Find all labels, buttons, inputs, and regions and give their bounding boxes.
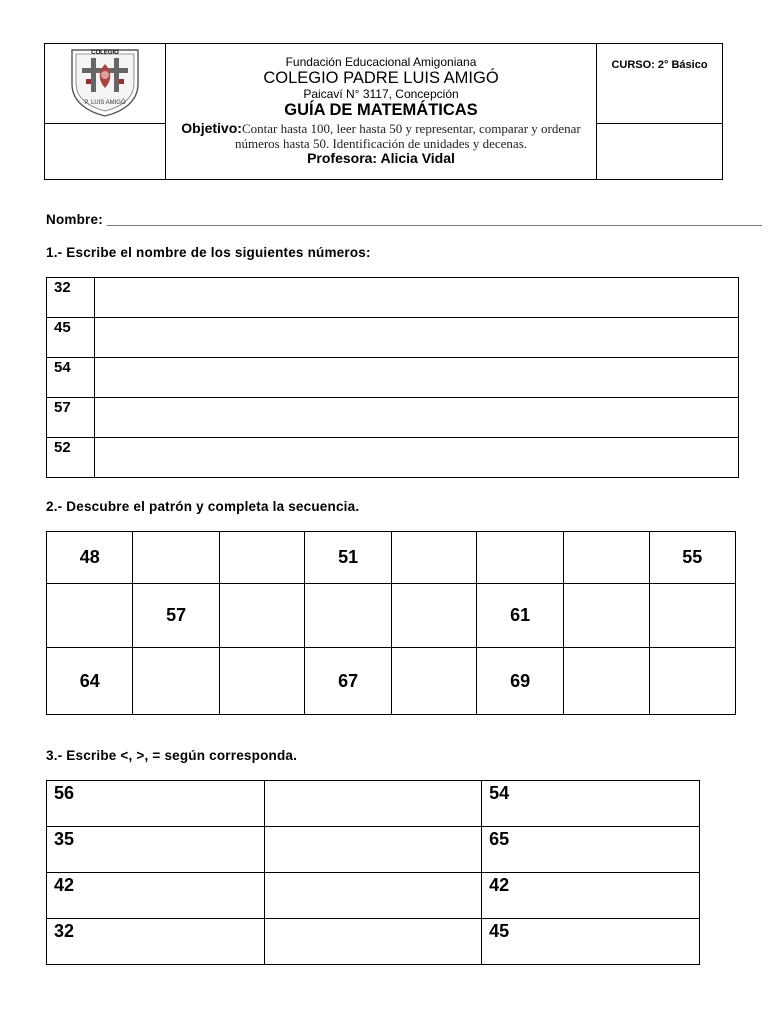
teacher-name: Profesora: Alicia Vidal [307,150,455,167]
course-blank-cell [597,124,723,180]
sequence-blank-cell[interactable] [219,648,305,715]
school-address: Paicaví N° 3117, Concepción [303,86,459,101]
sequence-number: 64 [47,648,133,715]
compare-left-number: 42 [47,873,265,919]
sequence-row [47,532,736,584]
compare-right-number: 45 [482,919,700,965]
header-center [166,44,597,180]
sequence-blank-cell[interactable] [563,648,649,715]
exercise1-row [47,318,739,358]
sequence-number: 55 [649,532,736,584]
header-table [44,43,723,180]
exercise3-table [46,780,700,965]
logo-top-text: COLEGIO [91,50,119,56]
foundation-name: Fundación Educacional Amigoniana [285,54,477,69]
compare-sign-cell[interactable] [264,781,481,827]
compare-sign-cell[interactable] [264,919,481,965]
objective-label: Objetivo: [181,119,242,136]
sequence-number: 67 [305,648,391,715]
logo-cell [45,44,166,124]
sequence-blank-cell[interactable] [47,584,133,648]
exercise1-number: 57 [47,398,95,438]
exercise1-answer-cell[interactable] [95,358,739,398]
sequence-blank-cell[interactable] [391,532,477,584]
exercise1-answer-cell[interactable] [95,398,739,438]
exercise3-title: 3.- Escribe <, >, = según corresponda. [46,748,298,763]
exercise1-answer-cell[interactable] [95,318,739,358]
sequence-blank-cell[interactable] [477,532,563,584]
compare-row [47,919,700,965]
sequence-number: 51 [305,532,391,584]
objective-text: Contar hasta 100, leer hasta 50 y representar, comparar y ordenar números hasta 50. Identificación de unidades y decenas. [234,120,581,152]
sequence-blank-cell[interactable] [649,584,736,648]
sequence-blank-cell[interactable] [133,532,219,584]
compare-left-number: 35 [47,827,265,873]
sequence-blank-cell[interactable] [219,584,305,648]
guide-title: GUÍA DE MATEMÁTICAS [284,101,478,120]
sequence-blank-cell[interactable] [649,648,736,715]
compare-row [47,873,700,919]
compare-row [47,781,700,827]
sequence-row [47,648,736,715]
exercise2-table [46,531,736,715]
name-line[interactable]: Nombre: _____________________________________________________________________________________ [46,212,763,227]
compare-sign-cell[interactable] [264,827,481,873]
sequence-blank-cell[interactable] [219,532,305,584]
sequence-number: 48 [47,532,133,584]
compare-row [47,827,700,873]
sequence-blank-cell[interactable] [391,648,477,715]
exercise1-table [46,277,739,478]
sequence-blank-cell[interactable] [391,584,477,648]
compare-sign-cell[interactable] [264,873,481,919]
compare-left-number: 32 [47,919,265,965]
compare-right-number: 65 [482,827,700,873]
sequence-blank-cell[interactable] [133,648,219,715]
course-cell [597,44,723,124]
exercise1-number: 45 [47,318,95,358]
exercise1-number: 52 [47,438,95,478]
sequence-number: 57 [133,584,219,648]
exercise2-title: 2.- Descubre el patrón y completa la secuencia. [46,499,360,514]
exercise1-answer-cell[interactable] [95,438,739,478]
sequence-number: 69 [477,648,563,715]
school-name: COLEGIO PADRE LUIS AMIGÓ [263,69,499,88]
sequence-blank-cell[interactable] [305,584,391,648]
logo-cell-lower [45,124,166,180]
exercise1-number: 54 [47,358,95,398]
sequence-row [47,584,736,648]
sequence-number: 61 [477,584,563,648]
objective [166,120,596,152]
sequence-blank-cell[interactable] [563,584,649,648]
exercise1-row [47,278,739,318]
exercise1-answer-cell[interactable] [95,278,739,318]
course-label: CURSO: 2° Básico [611,59,708,71]
sequence-blank-cell[interactable] [563,532,649,584]
logo-bottom-text: P. LUIS AMIGÓ [84,100,126,106]
compare-right-number: 54 [482,781,700,827]
school-crest-logo [68,44,142,118]
exercise1-title: 1.- Escribe el nombre de los siguientes números: [46,245,371,260]
compare-left-number: 56 [47,781,265,827]
exercise1-row [47,398,739,438]
exercise1-row [47,358,739,398]
exercise1-row [47,438,739,478]
exercise1-number: 32 [47,278,95,318]
compare-right-number: 42 [482,873,700,919]
